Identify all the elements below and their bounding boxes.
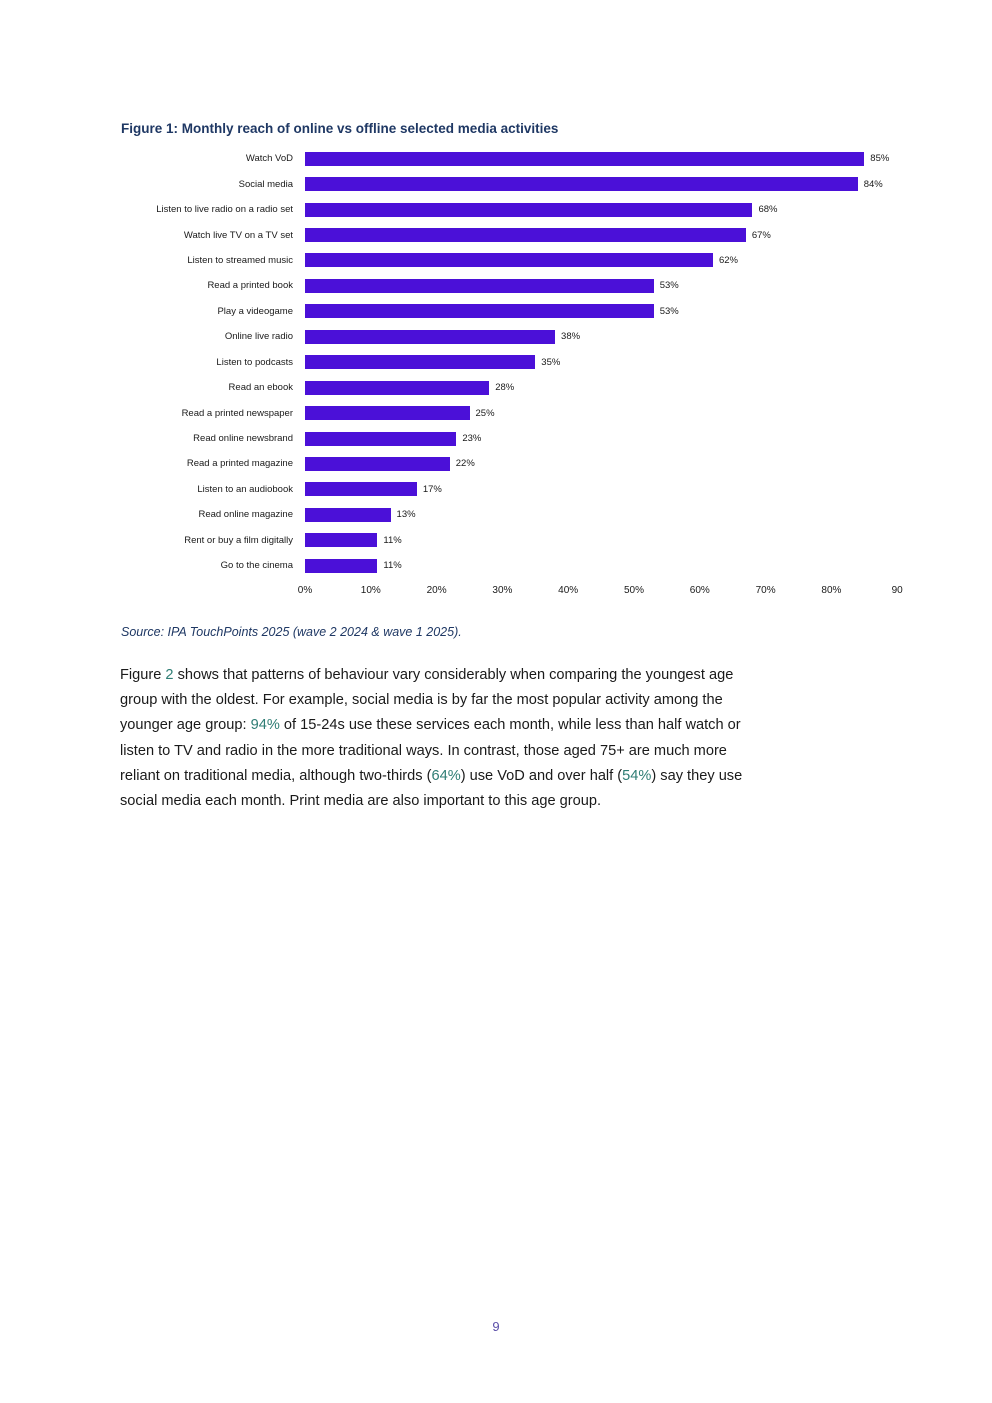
bar-row xyxy=(121,171,986,196)
value-label: 17% xyxy=(422,483,442,495)
bar xyxy=(305,559,377,573)
value-label: 67% xyxy=(751,229,771,241)
value-label: 68% xyxy=(758,204,778,216)
x-tick-label: 50% xyxy=(623,585,645,596)
value-label: 38% xyxy=(561,331,581,343)
category-label: Watch live TV on a TV set xyxy=(183,229,293,241)
bar xyxy=(305,228,746,242)
figure-title: Figure 1: Monthly reach of online vs offline selected media activities xyxy=(121,121,559,136)
bar-row xyxy=(121,375,986,400)
value-label: 25% xyxy=(475,407,495,419)
x-tick-label: 80% xyxy=(821,585,842,596)
bar xyxy=(305,177,858,191)
x-tick-label: 10% xyxy=(360,585,381,596)
bar-row xyxy=(121,324,986,349)
bar xyxy=(305,508,391,522)
category-label: Watch VoD xyxy=(245,153,293,165)
body-paragraph xyxy=(120,663,880,814)
value-label: 23% xyxy=(462,433,482,445)
category-label: Listen to live radio on a radio set xyxy=(156,204,293,216)
bar-row xyxy=(121,553,986,578)
x-tick-label: 60% xyxy=(689,585,710,596)
bar xyxy=(305,432,456,446)
paragraph-line xyxy=(120,713,880,738)
bar xyxy=(305,406,470,420)
cross-reference-value: 54% xyxy=(622,767,652,784)
category-label: Read an ebook xyxy=(228,382,293,394)
bar xyxy=(305,304,654,318)
paragraph-text: shows that patterns of behaviour vary considerably when comparing the youngest age xyxy=(173,667,734,683)
bar-row xyxy=(121,299,986,324)
value-label: 13% xyxy=(396,509,416,521)
x-axis xyxy=(121,585,986,601)
bar xyxy=(305,355,535,369)
category-label: Play a videogame xyxy=(217,305,293,317)
paragraph-text: reliant on traditional media, although two-thirds ( xyxy=(120,767,432,784)
category-label: Go to the cinema xyxy=(220,560,293,572)
bar xyxy=(305,279,654,293)
cross-reference-value: 94% xyxy=(250,717,280,734)
x-tick-label: 0% xyxy=(297,585,313,596)
paragraph-line xyxy=(120,739,880,764)
cross-reference-value: 2 xyxy=(165,667,174,683)
x-tick-label: 20% xyxy=(426,585,447,596)
x-tick-label: 30% xyxy=(492,585,513,596)
bar-chart xyxy=(121,146,986,578)
bar-row xyxy=(121,146,986,171)
paragraph-text: social media each month. Print media are also important to this age group. xyxy=(120,793,602,810)
x-tick-label: 90 xyxy=(891,585,903,596)
value-label: 85% xyxy=(870,153,890,165)
value-label: 35% xyxy=(541,356,561,368)
source-note: Source: IPA TouchPoints 2025 (wave 2 2024 & wave 1 2025). xyxy=(121,625,462,639)
paragraph-line xyxy=(120,688,880,713)
bar-row xyxy=(121,222,986,247)
category-label: Social media xyxy=(238,178,293,190)
bar xyxy=(305,203,752,217)
category-label: Read a printed newspaper xyxy=(181,407,293,419)
bar-row xyxy=(121,197,986,222)
bar-row xyxy=(121,451,986,476)
value-label: 53% xyxy=(659,280,679,292)
category-label: Listen to podcasts xyxy=(216,356,293,368)
page-number: 9 xyxy=(492,1319,500,1334)
category-label: Rent or buy a film digitally xyxy=(184,534,293,546)
x-tick-label: 40% xyxy=(558,585,579,596)
bar xyxy=(305,482,417,496)
category-label: Read online magazine xyxy=(198,509,293,521)
bar-row xyxy=(121,350,986,375)
paragraph-text: ) use VoD and over half ( xyxy=(460,767,623,784)
bar-row xyxy=(121,426,986,451)
category-label: Read a printed book xyxy=(207,280,293,292)
category-label: Online live radio xyxy=(224,331,293,343)
cross-reference-value: 64% xyxy=(431,767,461,784)
bar xyxy=(305,330,555,344)
value-label: 28% xyxy=(495,382,515,394)
category-label: Listen to streamed music xyxy=(187,254,293,266)
bar-row xyxy=(121,477,986,502)
bar xyxy=(305,381,489,395)
bar-row xyxy=(121,273,986,298)
value-label: 84% xyxy=(863,178,883,190)
category-label: Read a printed magazine xyxy=(186,458,293,470)
bar xyxy=(305,533,377,547)
value-label: 11% xyxy=(383,534,402,546)
paragraph-text: of 15-24s use these services each month, while less than half watch or xyxy=(279,717,741,734)
bar xyxy=(305,152,864,166)
paragraph-line xyxy=(120,789,880,814)
value-label: 11% xyxy=(383,560,402,572)
bar xyxy=(305,253,713,267)
bar-row xyxy=(121,248,986,273)
paragraph-text: younger age group: xyxy=(120,717,251,734)
paragraph-text: ) say they use xyxy=(651,767,743,784)
paragraph-text: Figure xyxy=(120,667,166,683)
value-label: 22% xyxy=(455,458,475,470)
paragraph-text: listen to TV and radio in the more traditional ways. In contrast, those aged 75+ are much more xyxy=(120,742,727,759)
paragraph-line xyxy=(120,764,880,789)
paragraph-line xyxy=(120,663,880,688)
bar-row xyxy=(121,528,986,553)
value-label: 53% xyxy=(659,305,679,317)
paragraph-text: group with the oldest. For example, social media is by far the most popular activity among the xyxy=(120,692,723,709)
bar-row xyxy=(121,502,986,527)
bar-row xyxy=(121,400,986,425)
category-label: Read online newsbrand xyxy=(193,433,293,445)
x-tick-label: 70% xyxy=(755,585,776,596)
value-label: 62% xyxy=(718,254,738,266)
bar xyxy=(305,457,450,471)
category-label: Listen to an audiobook xyxy=(197,483,293,495)
